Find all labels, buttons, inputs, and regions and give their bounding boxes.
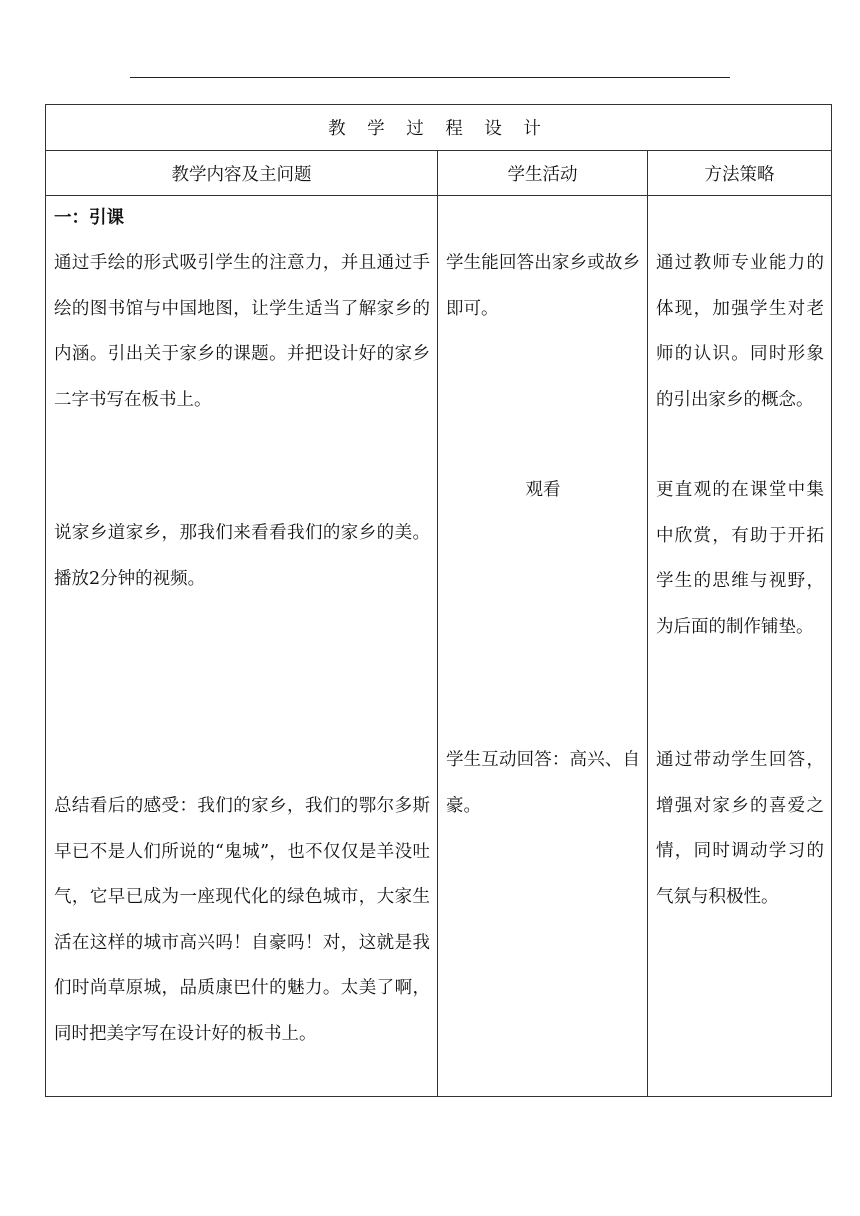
header-rule <box>130 77 730 78</box>
header-method: 方法策略 <box>648 151 832 196</box>
header-activity: 学生活动 <box>438 151 648 196</box>
method-block-2: 更直观的在课堂中集中欣赏，有助于开拓学生的思维与视野，为后面的制作铺垫。 <box>656 480 824 637</box>
teaching-process-table <box>45 104 832 1097</box>
table-body-row <box>46 196 832 1097</box>
activity-block-1: 学生能回答出家乡或故乡即可。 <box>446 253 640 319</box>
activity-cell <box>438 196 648 1097</box>
header-content: 教学内容及主问题 <box>46 151 438 196</box>
activity-block-3: 学生互动回答：高兴、自豪。 <box>446 750 640 816</box>
method-block-1: 通过教师专业能力的体现，加强学生对老师的认识。同时形象的引出家乡的概念。 <box>656 253 824 410</box>
section-heading: 一：引课 <box>54 208 124 228</box>
method-cell <box>648 196 832 1097</box>
table-header-row <box>46 151 832 196</box>
content-block-1: 通过手绘的形式吸引学生的注意力，并且通过手绘的图书馆与中国地图，让学生适当了解家乡的内涵。引出关于家乡的课题。并把设计好的家乡二字书写在板书上。 <box>54 253 430 410</box>
content-cell <box>46 196 438 1097</box>
table-title: 教 学 过 程 设 计 <box>46 105 832 151</box>
method-block-3: 通过带动学生回答，增强对家乡的喜爱之情，同时调动学习的气氛与积极性。 <box>656 750 824 907</box>
table-title-row <box>46 105 832 151</box>
activity-block-2: 观看 <box>525 480 561 500</box>
content-block-3: 总结看后的感受：我们的家乡，我们的鄂尔多斯早已不是人们所说的“鬼城”，也不仅仅是羊没吐气，它早已成为一座现代化的绿色城市，大家生活在这样的城市高兴吗！自豪吗！对，这就是我们时尚草原城，品质康巴什的魅力。太美了啊，同时把美字写在设计好的板书上。 <box>54 796 430 1044</box>
content-block-2: 说家乡道家乡，那我们来看看我们的家乡的美。播放2分钟的视频。 <box>54 523 430 589</box>
